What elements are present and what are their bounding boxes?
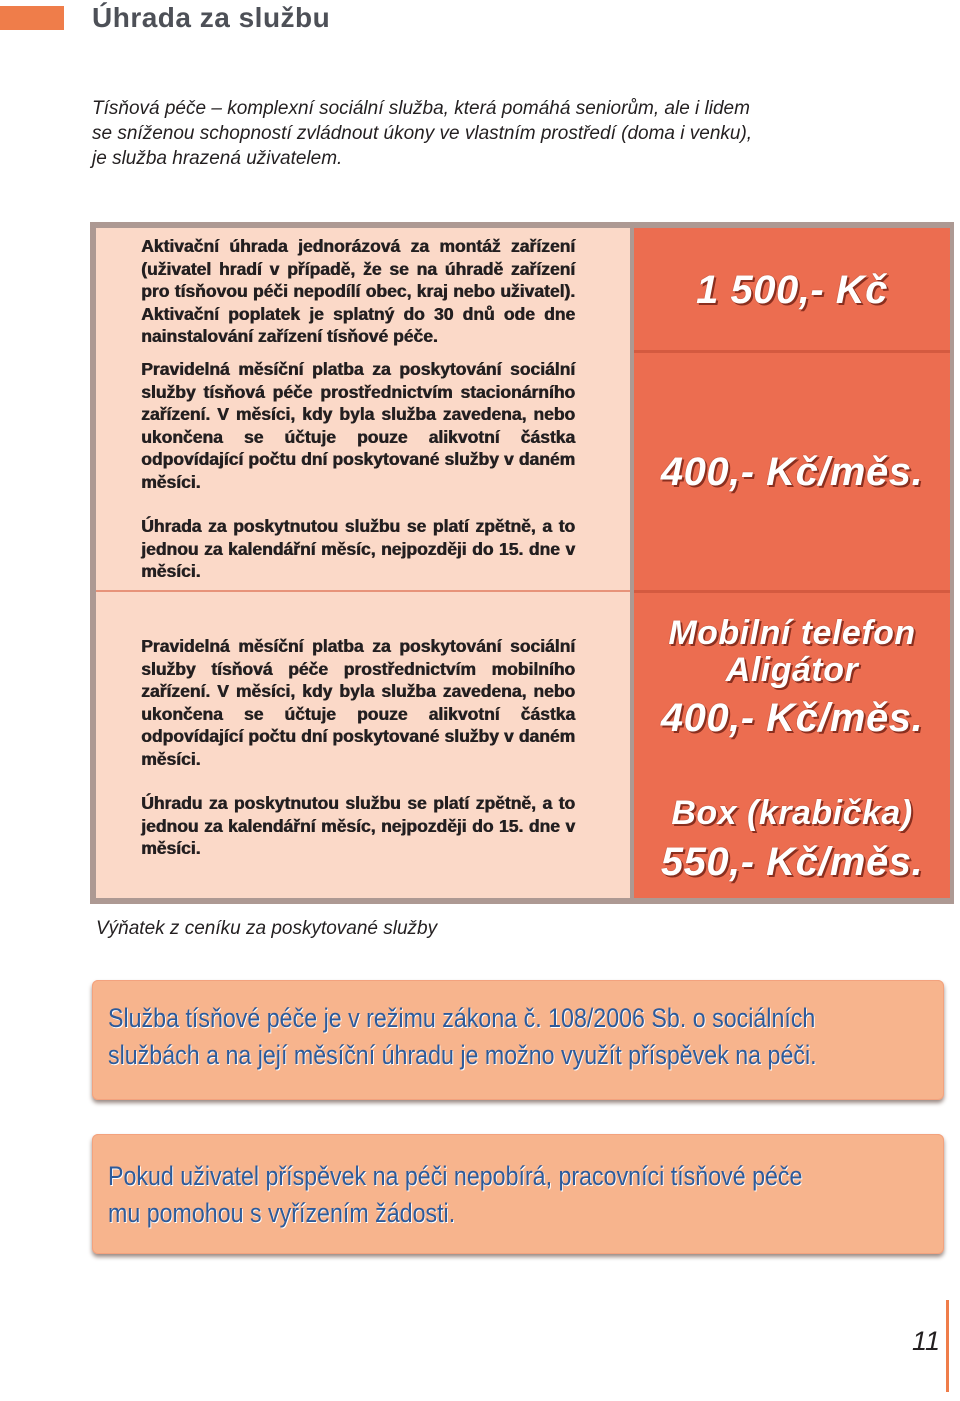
activation-text: Aktivační úhrada jednorázová za montáž zařízení (uživatel hradí v případě, že se na úhradě zařízení pro tísňovou péči nepodílí obec, kraj nebo uživatel). Aktivační poplatek je splatný do 30 dnů ode dne nainstalování zařízení tísňové péče. xyxy=(141,236,575,346)
mobile-text-after: . V měsíci, kdy byla služba zavedena, nebo ukončena se účtuje pouze alikvotní částka odpovídající počtu dní poskytované služby v daném měsíci. xyxy=(141,681,575,769)
activation-price: 1 500,- Kč xyxy=(696,268,888,312)
box-label: Box (krabička) xyxy=(671,794,913,832)
stationary-payment-note: Úhrada za poskytnutou službu se platí zpětně, a to jednou za kalendářní měsíc, nejpozději do 15. dne v měsíci. xyxy=(141,516,575,581)
stationary-description xyxy=(141,358,575,583)
intro-line: Tísňová péče – komplexní sociální služba, která pomáhá seniorům, ale i lidem xyxy=(92,98,750,119)
notice-line: Služba tísňové péče je v režimu zákona č. 108/2006 Sb. o sociálních xyxy=(108,1003,816,1033)
header-accent-bar xyxy=(0,6,64,30)
row-divider xyxy=(96,590,630,592)
notice-line: Pokud uživatel příspěvek na péči nepobírá, pracovníci tísňové péče xyxy=(108,1161,803,1191)
intro-line: je služba hrazená uživatelem. xyxy=(92,148,343,169)
box-price: 550,- Kč/měs. xyxy=(660,840,924,884)
mobile-text-strong: mobilního zařízení xyxy=(141,658,575,701)
mobile-phone-model: Aligátor xyxy=(725,651,859,689)
stationary-text-strong: stacionárního zařízení xyxy=(141,381,575,424)
intro-line: se sníženou schopností zvládnout úkony ve vlastním prostředí (doma i venku), xyxy=(92,123,753,144)
notice-line: službách a na její měsíční úhradu je možno využít příspěvek na péči. xyxy=(108,1040,817,1070)
stationary-text-after: . V měsíci, kdy byla služba zavedena, nebo ukončena se účtuje pouze alikvotní částka odpovídající počtu dní poskytované služby v daném měsíci. xyxy=(141,404,575,492)
mobile-text-before: Pravidelná měsíční platba za poskytování sociální služby tísňová péče prostřednictvím xyxy=(141,636,575,679)
price-divider xyxy=(634,350,950,353)
mobile-text xyxy=(141,635,575,770)
stationary-price: 400,- Kč/měs. xyxy=(660,450,924,494)
table-caption: Výňatek z ceníku za poskytované služby xyxy=(96,918,438,939)
mobile-phone-price: 400,- Kč/měs. xyxy=(660,696,924,740)
notice-text-care-allowance xyxy=(108,1000,822,1074)
mobile-description xyxy=(141,635,575,860)
page-number-rule xyxy=(946,1300,949,1392)
notice-text-assistance xyxy=(108,1158,822,1232)
stationary-text xyxy=(141,358,575,493)
notice-line: mu pomohou s vyřízením žádosti. xyxy=(108,1198,456,1228)
page-number: 11 xyxy=(911,1326,940,1356)
activation-description xyxy=(141,235,575,348)
intro-paragraph xyxy=(92,96,832,171)
price-divider xyxy=(634,590,950,593)
page-title: Úhrada za službu xyxy=(92,2,331,33)
mobile-phone-label: Mobilní telefon xyxy=(668,614,916,652)
stationary-text-before: Pravidelná měsíční platba za poskytování sociální služby tísňová péče prostřednictvím xyxy=(141,359,575,402)
mobile-payment-note: Úhradu za poskytnutou službu se platí zpětně, a to jednou za kalendářní měsíc, nejpozději do 15. dne v měsíci. xyxy=(141,793,575,858)
